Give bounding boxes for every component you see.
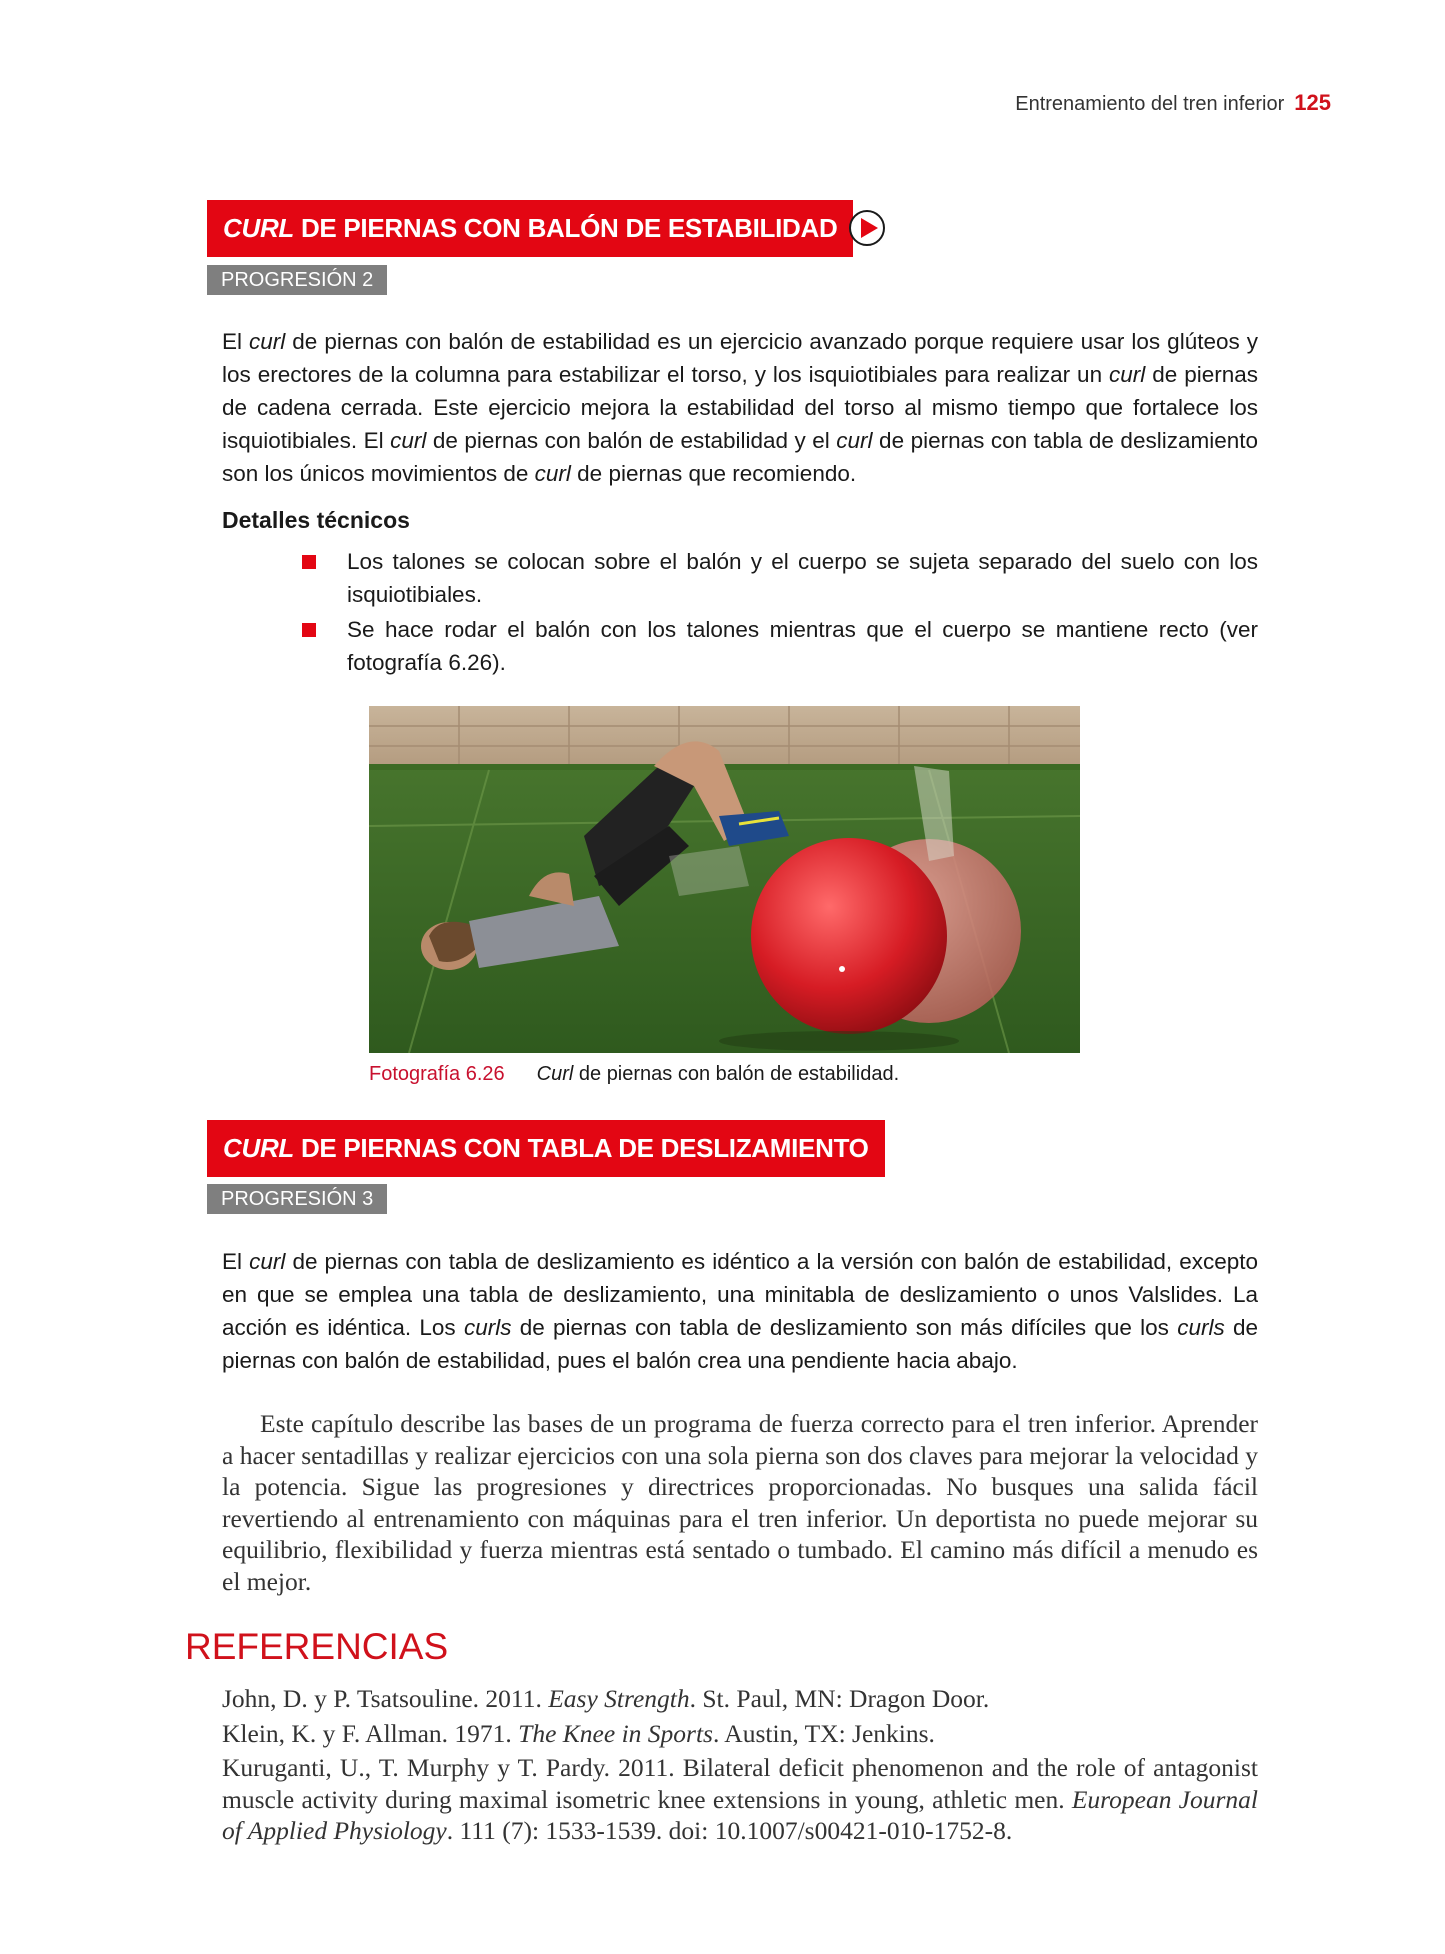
list-item: Se hace rodar el balón con los talones mientras que el cuerpo se mantiene recto (ver fotografía 6.26). (302, 613, 1258, 679)
title-italic: CURL (223, 1133, 295, 1163)
exercise-title-slideboard-curl (207, 1120, 885, 1177)
exercise-title-ball-curl (207, 200, 853, 257)
technical-details-heading: Detalles técnicos (222, 507, 410, 533)
caption-text: de piernas con balón de estabilidad. (573, 1063, 900, 1085)
progression-badge: PROGRESIÓN 3 (207, 1184, 387, 1214)
reference-item: John, D. y P. Tsatsouline. 2011. Easy Strength. St. Paul, MN: Dragon Door. (222, 1684, 990, 1713)
list-item: Los talones se colocan sobre el balón y el cuerpo se sujeta separado del suelo con los isquiotibiales. (302, 545, 1258, 611)
reference-item: Kuruganti, U., T. Murphy y T. Pardy. 2011. Bilateral deficit phenomenon and the role of antagonist muscle activity during maximal isometric knee extensions in young, athletic men. European Journal of Applied Physiology. 111 (7): 1533-1539. doi: 10.1007/s00421-010-1752-8. (222, 1753, 1259, 1845)
running-header (1015, 90, 1331, 116)
bullet-square-icon (302, 623, 316, 637)
page-number: 125 (1294, 90, 1331, 115)
progression-badge: PROGRESIÓN 2 (207, 265, 387, 295)
technical-details-list (302, 545, 1258, 681)
references-heading: REFERENCIAS (185, 1626, 449, 1667)
chapter-conclusion: Este capítulo describe las bases de un programa de fuerza correcto para el tren inferior. Aprender a hacer sentadillas y realizar ejercicios con una sola pierna son dos claves para mejorar la velocidad y la potencia. Sigue las progresiones y directrices proporcionadas. No busques una salida fácil revertiendo al entrenamiento con máquinas para el tren inferior. Un deportista no puede mejorar su equilibrio, flexibilidad y fuerza mientras está sentado o tumbado. El camino más difícil a menudo es el mejor. (222, 1409, 1258, 1596)
title-rest: DE PIERNAS CON BALÓN DE ESTABILIDAD (294, 213, 838, 243)
title-rest: DE PIERNAS CON TABLA DE DESLIZAMIENTO (294, 1133, 869, 1163)
photo-caption (369, 1063, 899, 1086)
reference-item: Klein, K. y F. Allman. 1971. The Knee in Sports. Austin, TX: Jenkins. (222, 1718, 935, 1748)
bullet-square-icon (302, 555, 316, 569)
title-italic: CURL (223, 213, 295, 243)
exercise-photo (369, 706, 1080, 1053)
caption-italic: Curl (536, 1063, 574, 1085)
video-play-icon[interactable] (848, 209, 886, 247)
references-list (222, 1683, 1258, 1850)
caption-number: Fotografía 6.26 (369, 1063, 505, 1085)
exercise2-description: El curl de piernas con tabla de deslizamiento es idéntico a la versión con balón de estabilidad, excepto en que se emplea una tabla de deslizamiento, una minitabla de deslizamiento o unos Valslides. La acción es idéntica. Los curls de piernas con tabla de deslizamiento son más difíciles que los curls de piernas con balón de estabilidad, pues el balón crea una pendiente hacia abajo. (222, 1249, 1258, 1373)
section-title: Entrenamiento del tren inferior (1015, 93, 1285, 115)
exercise1-description: El curl de piernas con balón de estabilidad es un ejercicio avanzado porque requiere usar los glúteos y los erectores de la columna para estabilizar el torso, y los isquiotibiales para realizar un curl de piernas de cadena cerrada. Este ejercicio mejora la estabilidad del torso al mismo tiempo que fortalece los isquiotibiales. El curl de piernas con balón de estabilidad y el curl de piernas con tabla de deslizamiento son los únicos movimientos de curl de piernas que recomiendo. (222, 329, 1259, 486)
